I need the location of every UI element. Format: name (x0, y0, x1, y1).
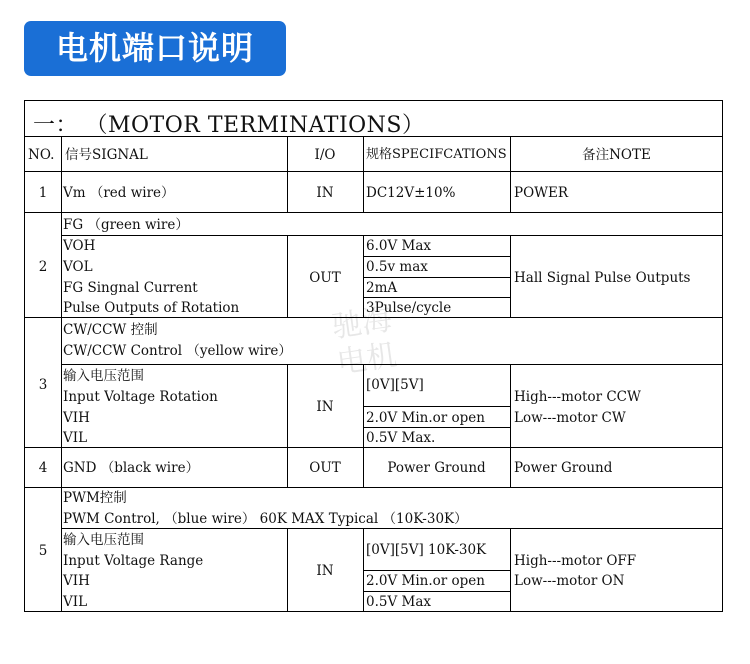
row2-io: OUT (309, 270, 341, 286)
row1-io: IN (316, 185, 334, 201)
row3-signal-zh: 输入电压范围 (63, 368, 144, 384)
row5-no: 5 (38, 543, 48, 559)
row5-note-high: High---motor OFF (514, 553, 637, 569)
watermark-stamp: 驰海电机 (329, 302, 400, 381)
row4-signal: GND （black wire） (63, 460, 200, 476)
row4-spec: Power Ground (387, 460, 486, 476)
row5-signal-vil: VIL (63, 594, 88, 610)
row3-spec-vih: 2.0V Min.or open (366, 410, 485, 426)
row2-spec-voh: 6.0V Max (366, 238, 431, 254)
row5-note-low: Low---motor ON (514, 573, 625, 589)
row1-no: 1 (38, 185, 48, 201)
col-header-io: I/O (314, 147, 336, 163)
row5-header-zh: PWM控制 (63, 490, 127, 506)
row5-spec-vil: 0.5V Max (366, 594, 431, 610)
row5-io: IN (316, 563, 334, 579)
row2-no: 2 (38, 259, 48, 275)
row3-note-low: Low---motor CW (514, 410, 626, 426)
row5-spec-vih: 2.0V Min.or open (366, 573, 485, 589)
row2-spec-vol: 0.5v max (366, 259, 428, 275)
col-header-no: NO. (28, 147, 55, 163)
row3-io: IN (316, 399, 334, 415)
row3-signal-vih: VIH (63, 410, 90, 426)
row3-signal-vil: VIL (63, 430, 88, 446)
row4-note: Power Ground (514, 460, 613, 476)
row4-io: OUT (309, 460, 341, 476)
row5-signal-vih: VIH (63, 573, 90, 589)
row2-header: FG （green wire） (63, 217, 189, 233)
row5-signal-range: Input Voltage Range (63, 553, 204, 569)
row2-signal-pulse: Pulse Outputs of Rotation (63, 300, 240, 316)
row3-spec-vil: 0.5V Max. (366, 430, 436, 446)
row2-signal-vol: VOL (63, 259, 93, 275)
row5-spec-range: [0V][5V] 10K-30K (366, 542, 487, 558)
motor-terminations-table (24, 100, 723, 612)
row4-no: 4 (38, 460, 48, 476)
row2-note: Hall Signal Pulse Outputs (514, 270, 691, 286)
row2-signal-fg-current: FG Singnal Current (63, 280, 198, 296)
row2-spec-current: 2mA (366, 280, 398, 296)
row3-note-high: High---motor CCW (514, 389, 641, 405)
row5-header-en: PWM Control, （blue wire） 60K MAX Typical （10K-30K） (63, 511, 468, 527)
row2-spec-pulse: 3Pulse/cycle (366, 300, 452, 316)
row5-signal-zh: 输入电压范围 (63, 532, 144, 548)
col-header-signal: 信号SIGNAL (65, 147, 148, 163)
row3-header-en: CW/CCW Control （yellow wire） (63, 343, 292, 359)
table-heading: 一： （MOTOR TERMINATIONS） (33, 113, 425, 138)
row3-header-zh: CW/CCW 控制 (63, 322, 158, 338)
row2-signal-voh: VOH (63, 238, 96, 254)
row3-spec-range: [0V][5V] (366, 377, 424, 393)
row3-no: 3 (38, 377, 48, 393)
row1-signal: Vm （red wire） (63, 185, 175, 201)
col-header-note: 备注NOTE (582, 147, 651, 163)
row3-signal-rotation: Input Voltage Rotation (63, 389, 218, 405)
row1-spec: DC12V±10% (366, 185, 456, 201)
row1-note: POWER (514, 185, 569, 201)
col-header-spec: 规格SPECIFCATIONS (366, 147, 507, 162)
page-title: 电机端口说明 (24, 21, 286, 76)
